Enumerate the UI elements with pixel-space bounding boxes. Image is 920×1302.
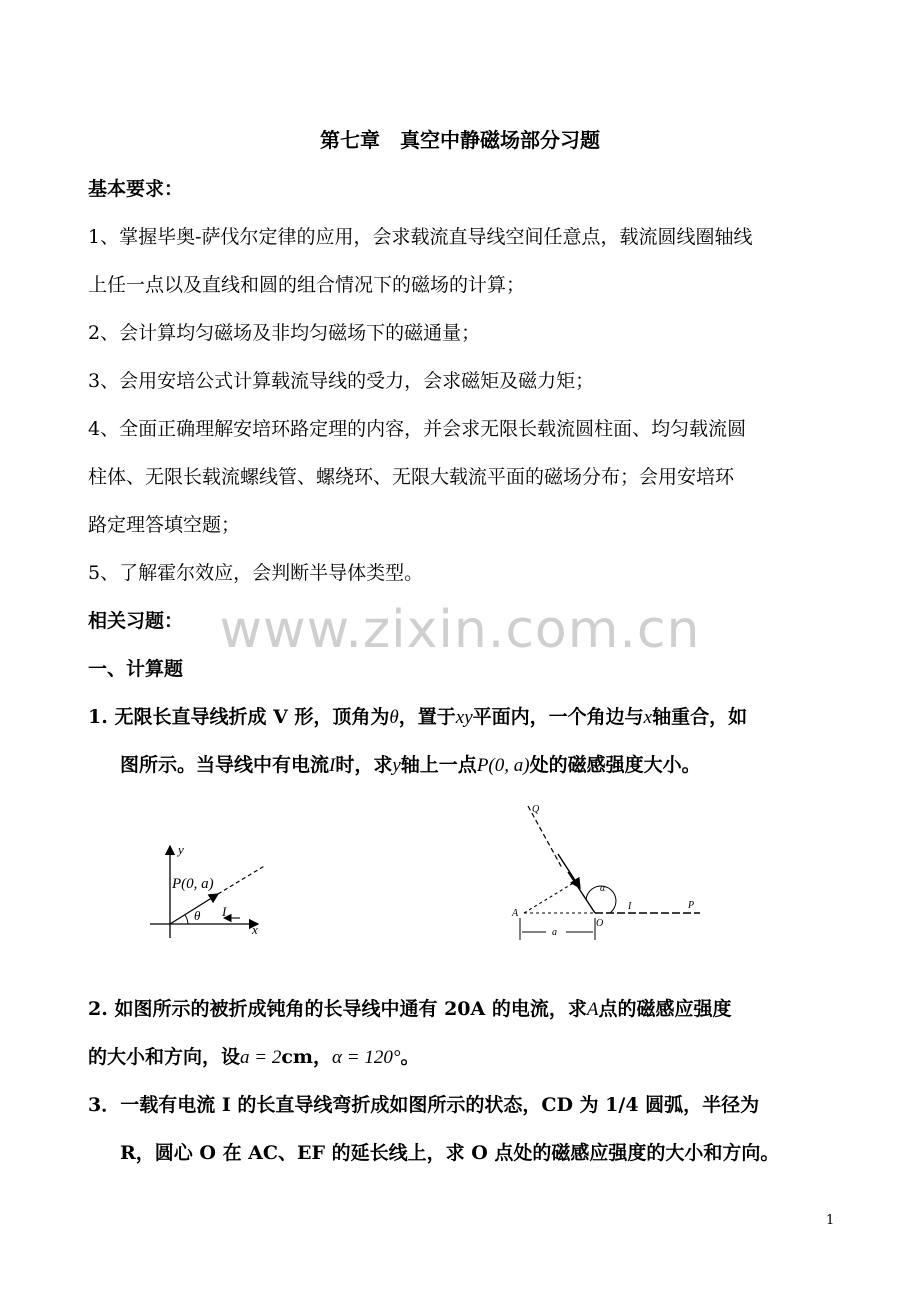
wire-segment-upper xyxy=(568,872,595,913)
question-3-line-1: 3．一载有电流 I 的长直导线弯折成如图所示的状态，CD 为 1/4 圆弧，半径为 xyxy=(88,1094,760,1116)
figure-bent-wire xyxy=(510,796,710,946)
exercises-heading: 相关习题： xyxy=(88,610,184,632)
requirement-line: 路定理答填空题； xyxy=(88,514,241,536)
x-label: x xyxy=(252,922,258,937)
point-label: P(0, a) xyxy=(172,876,214,892)
requirement-line: 上任一点以及直线和圆的组合情况下的磁场的计算； xyxy=(88,274,526,296)
requirement-line: 柱体、无限长载流螺线管、螺绕环、无限大载流平面的磁场分布；会用安培环 xyxy=(88,466,735,488)
requirement-line: 2、会计算均匀磁场及非均匀磁场下的磁通量； xyxy=(88,322,481,344)
A-label: A xyxy=(512,908,519,919)
O-label: O xyxy=(596,918,604,929)
wire-segment-upper xyxy=(558,854,580,888)
requirement-line: 3、会用安培公式计算载流导线的受力，会求磁矩及磁力矩； xyxy=(88,370,595,392)
alpha-label: α xyxy=(600,883,606,894)
section-heading: 一、计算题 xyxy=(88,658,184,680)
requirements-heading: 基本要求： xyxy=(88,178,184,200)
theta-label: θ xyxy=(194,908,201,923)
requirement-line: 1、掌握毕奥-萨伐尔定律的应用，会求载流直导线空间任意点，载流圆线圈轴线 xyxy=(88,226,753,248)
dashed-perpendicular xyxy=(524,882,575,913)
question-2-line-2: 的大小和方向，设a = 2cm，α = 120°。 xyxy=(88,1046,420,1068)
a-label: a xyxy=(552,927,557,938)
requirement-line: 5、了解霍尔效应，会判断半导体类型。 xyxy=(88,562,424,584)
question-1-line-1: 1. 无限长直导线折成 V 形，顶角为θ，置于xy平面内，一个角边与x轴重合，如 xyxy=(88,706,748,728)
question-2-line-1: 2. 如图所示的被折成钝角的长导线中通有 20A 的电流，求A点的磁感应强度 xyxy=(88,998,732,1020)
Q-label: Q xyxy=(532,804,540,815)
wire-extension xyxy=(218,865,266,894)
angle-arc xyxy=(185,915,188,924)
y-label: y xyxy=(178,842,184,857)
wire-extension xyxy=(528,806,562,868)
figure-v-wire xyxy=(140,838,280,948)
page-title: 第七章 真空中静磁场部分习题 xyxy=(320,128,600,152)
question-3-line-2: R，圆心 O 在 AC、EF 的延长线上，求 O 点处的磁感应强度的大小和方向。 xyxy=(120,1142,780,1164)
current-label: I xyxy=(222,904,227,919)
page-number: 1 xyxy=(826,1213,835,1228)
requirement-line: 4、全面正确理解安培环路定理的内容，并会求无限长载流圆柱面、均匀载流圆 xyxy=(88,418,747,440)
watermark: www.zixin.com.cn xyxy=(219,600,701,660)
question-1-line-2: 图所示。当导线中有电流I时，求y轴上一点P(0, a)处的磁感强度大小。 xyxy=(120,754,701,776)
P-label: P xyxy=(688,900,695,911)
current-label: I xyxy=(628,901,632,912)
